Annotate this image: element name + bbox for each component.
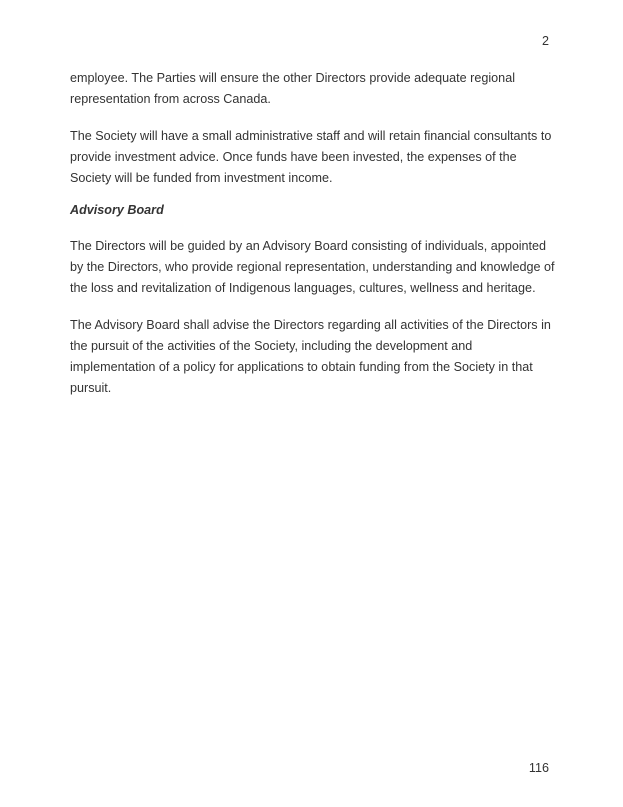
text-line: Society will be funded from investment income. (70, 171, 333, 185)
text-line: provide investment advice. Once funds have been invested, the expenses of the (70, 150, 517, 164)
text-line: employee. The Parties will ensure the other Directors provide adequate regional (70, 71, 515, 85)
section-heading-advisory-board (70, 200, 558, 221)
paragraph-employee-parties (70, 68, 558, 110)
text-line: pursuit. (70, 381, 112, 395)
text-line: The Society will have a small administrative staff and will retain financial consultants to (70, 129, 552, 143)
text-line: implementation of a policy for applications to obtain funding from the Society in that (70, 360, 533, 374)
page-number-top: 2 (541, 34, 549, 48)
text-line: The Directors will be guided by an Advisory Board consisting of individuals, appointed (70, 239, 547, 253)
heading-text: Advisory Board (70, 203, 164, 217)
text-line: representation from across Canada. (70, 92, 271, 106)
text-line: the loss and revitalization of Indigenous languages, cultures, wellness and heritage. (70, 281, 536, 295)
paragraph-directors-guided (70, 236, 558, 299)
page-number-bottom: 116 (528, 761, 549, 775)
text-line: the pursuit of the activities of the Society, including the development and (70, 339, 473, 353)
paragraph-society-staff (70, 126, 558, 189)
text-line: The Advisory Board shall advise the Directors regarding all activities of the Directors in (70, 318, 551, 332)
paragraph-advisory-board-advise (70, 315, 558, 399)
text-line: by the Directors, who provide regional representation, understanding and knowledge of (70, 260, 555, 274)
document-body (70, 68, 558, 399)
